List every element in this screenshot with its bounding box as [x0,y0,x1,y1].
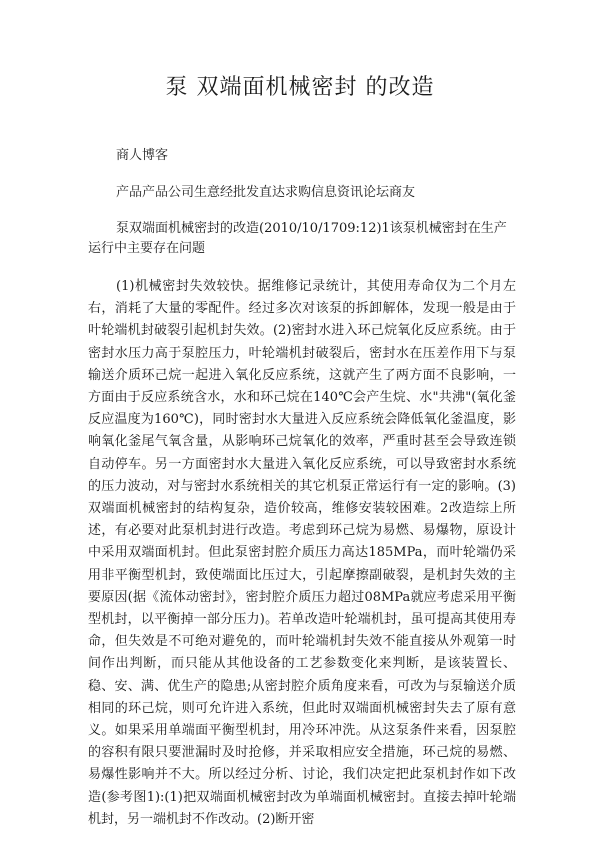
author-line: 商人博客 [116,148,169,163]
category-line: 产品产品公司生意经批发直达求购信息资讯论坛商友 [116,185,416,200]
article-title: 泵 双端面机械密封 的改造 [165,75,435,100]
body-paragraph: (1)机械密封失效较快。据维修记录统计，其使用寿命仅为二个月左右，消耗了大量的零配件。经过多次对该泵的拆卸解体，发现一般是由于叶轮端机封破裂引起机封失效。(2)密封水进入环己烷氧化反应系统。由于密封水压力高于泵腔压力，叶轮端机封破裂后，密封水在压差作用下与泵输送介质环己烷一起进入氧化反应系统，这就产生了两方面不良影响，一方面由于反应系统含水，水和环己烷在140℃会产生烷、水"共沸"(氧化釜反应温度为160℃)，同时密封水大量进入反应系统会降低氧化釜温度，影响氧化釜尾气氧含量，从影响环己烷氧化的效率，严重时甚至会导致连锁自动停车。另一方面密封水大量进入氧化反应系统，可以导致密封水系统的压力波动，对与密封水系统相关的其它机泵正常运行有一定的影响。(3)双端面机械密封的结构复杂，造价较高，维修安装较困难。2改造综上所述，有必要对此泵机封进行改造。考虑到环己烷为易燃、易爆物，原设计中采用双端面机封。但此泵密封腔介质压力高达185MPa，而叶轮端仍采用非平衡型机封，致使端面比压过大，引起摩擦副破裂，是机封失效的主要原因(据《流体动密封》，密封腔介质压力超过08MPa就应考虑采用平衡型机封，以平衡掉一部分压力)。若单改造叶轮端机封，虽可提高其使用寿命，但失效是不可绝对避免的，而叶轮端机封失效不能直接从外观第一时间作出判断，而只能从其他设备的工艺参数变化来判断，是该装置长、稳、安、满、优生产的隐患;从密封腔介质角度来看，可改为与泵输送介质相同的环己烷，则可允许进入系统，但此时双端面机械密封失去了原有意义。如果采用单端面平衡型机封，用冷环冲洗。从这泵条件来看，因泵腔的容积有限只要泄漏时及时抢修，并采取相应安全措施，环己烷的易燃、易爆性影响并不大。所以经过分析、讨论，我们决定把此泵机封作如下改造(参考图1):(1)把双端面机械密封改为单端面机械密封。直接去掉叶轮端机封，另一端机封不作改动。(2)断开密 [88,279,516,827]
intro-paragraph: 泵双端面机械密封的改造(2010/10/1709:12)1该泵机械密封在生产运行中主要存在问题 [88,221,507,256]
